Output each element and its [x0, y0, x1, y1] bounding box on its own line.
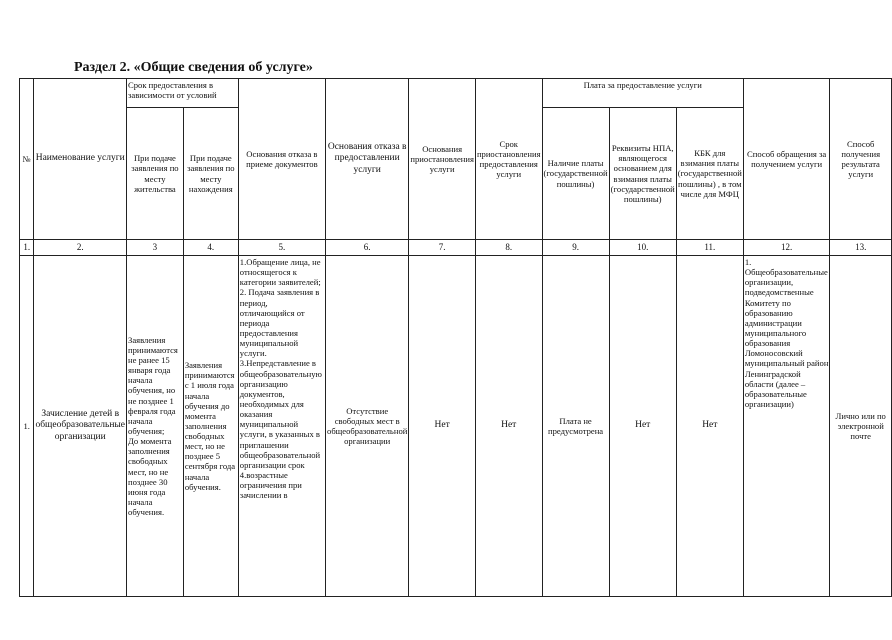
- header-row-1: [20, 79, 892, 108]
- colnum-6: 6.: [326, 240, 409, 256]
- colnum-9: 9.: [542, 240, 609, 256]
- header-residence: При подаче заявления по месту жительства: [127, 108, 184, 240]
- header-service-name: Наименование услуги: [34, 79, 127, 240]
- colnum-3: 3: [127, 240, 184, 256]
- header-fee-group: Плата за предоставление услуги: [542, 79, 743, 108]
- header-number: №: [20, 79, 34, 240]
- header-application-method: Способ обращения за получением услуги: [743, 79, 830, 240]
- colnum-11: 11.: [676, 240, 743, 256]
- cell-result-method: Лично или по электронной почте: [830, 256, 892, 597]
- cell-fee-legal-basis: Нет: [609, 256, 676, 597]
- colnum-12: 12.: [743, 240, 830, 256]
- cell-fee-presence: Плата не предусмотрена: [542, 256, 609, 597]
- header-suspension: Основания приостановления услуги: [409, 79, 476, 240]
- colnum-10: 10.: [609, 240, 676, 256]
- cell-kbk: Нет: [676, 256, 743, 597]
- cell-doc-refusal: 1.Обращение лица, не относящегося к категории заявителей; 2. Подача заявления в период, отличающийся от периода предоставления муниципальной услуги. 3.Непредставление в общеобразовательную организацию документов, необходимых для оказания муниципальной услуги, в указанных в приглашении общеобразовательной организации срок 4.возрастные ограничения при зачислении в: [238, 256, 325, 597]
- section-title: Раздел 2. «Общие сведения об услуге»: [74, 60, 313, 75]
- header-result-method: Способ получения результата услуги: [830, 79, 892, 240]
- colnum-7: 7.: [409, 240, 476, 256]
- cell-suspension: Нет: [409, 256, 476, 597]
- header-service-refusal: Основания отказа в предоставлении услуги: [326, 79, 409, 240]
- colnum-1: 1.: [20, 240, 34, 256]
- cell-term-residence: Заявления принимаются не ранее 15 января года начала обучения, но не позднее 1 февраля года начала обучения; До момента заполнения свободных мест, но не позднее 30 июня года начала обучения.: [127, 256, 184, 597]
- service-info-table: [19, 78, 892, 597]
- cell-service-name: Зачисление детей в общеобразовательные организации: [34, 256, 127, 597]
- colnum-2: 2.: [34, 240, 127, 256]
- header-suspension-term: Срок приостановления предоставления услуги: [475, 79, 542, 240]
- cell-service-refusal: Отсутствие свободных мест в общеобразовательной организации: [326, 256, 409, 597]
- header-kbk: КБК для взимания платы (государственной пошлины) , в том числе для МФЦ: [676, 108, 743, 240]
- colnum-13: 13.: [830, 240, 892, 256]
- header-fee-legal-basis: Реквизиты НПА, являющегося основанием для взимания платы (государственной пошлины): [609, 108, 676, 240]
- colnum-4: 4.: [183, 240, 238, 256]
- header-doc-refusal: Основания отказа в приеме документов: [238, 79, 325, 240]
- column-number-row: [20, 240, 892, 256]
- header-fee-presence: Наличие платы (государственной пошлины): [542, 108, 609, 240]
- cell-term-location: Заявления принимаются с 1 июля года начала обучения до момента заполнения свободных мест, но не позднее 5 сентября года начала обучения.: [183, 256, 238, 597]
- cell-suspension-term: Нет: [475, 256, 542, 597]
- colnum-5: 5.: [238, 240, 325, 256]
- table-row: [20, 256, 892, 597]
- header-location: При подаче заявления по месту нахождения: [183, 108, 238, 240]
- cell-application-method: 1. Общеобразовательные организации, подведомственные Комитету по образованию администрации муниципального образования Ломоносовский муниципальный район Ленинградской области (далее – образовательные организации): [743, 256, 830, 597]
- cell-number: 1.: [20, 256, 34, 597]
- colnum-8: 8.: [475, 240, 542, 256]
- header-term-group: Срок предоставления в зависимости от условий: [127, 79, 239, 108]
